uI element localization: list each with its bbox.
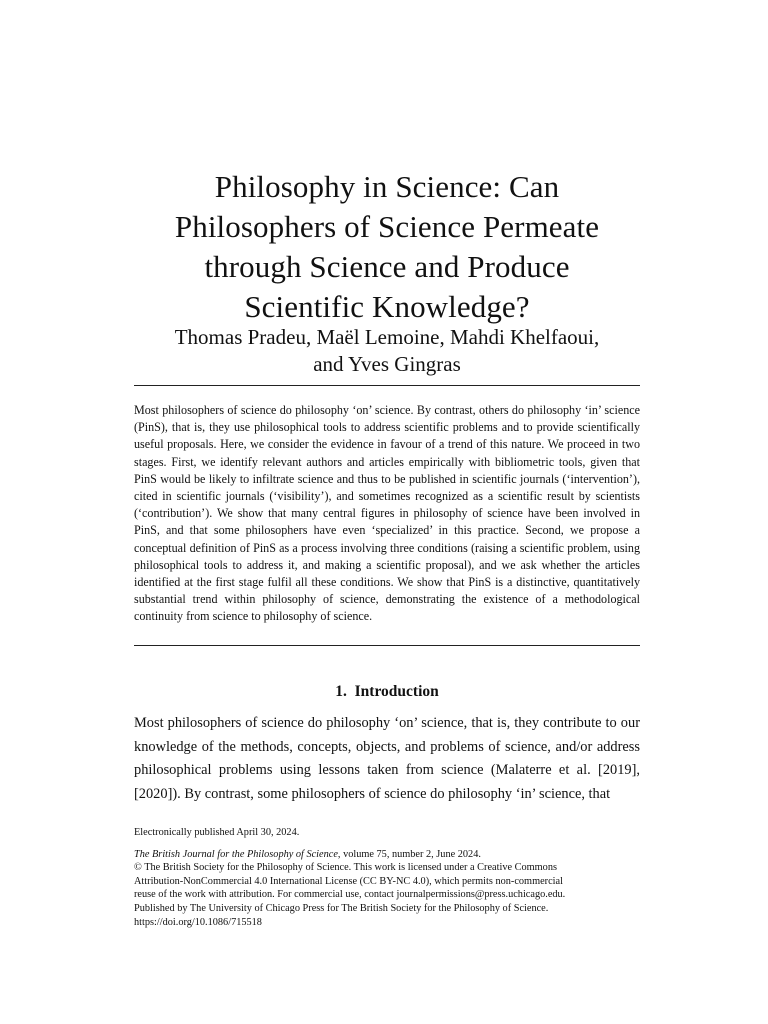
abstract: Most philosophers of science do philosophy ‘on’ science. By contrast, others do philosophy ‘in’ science (PinS), that is, they use philosophical tools to address scientific problems and to provide scientifically useful proposals. Here, we consider the evidence in favour of a trend of this nature. We proceed in two stages. First, we identify relevant authors and articles empirically with bibliometric tools, given that PinS would be likely to infiltrate science and thus to be published in scientific journals (‘intervention’), cited in scientific journals (‘visibility’), and sometimes recognized as a scientific result by scientists (‘contribution’). We show that many central figures in philosophy of science have been involved in PinS, and that some philosophers have even ‘specialized’ in this practice. Second, we propose a conceptual definition of PinS as a process involving three conditions (raising a scientific problem, using philosophical tools to address it, and making a scientific proposal), and we ask whether the articles identified at the first stage fulfil all these conditions. We show that PinS is a distinctive, quantitatively substantial trend within philosophy of science, demonstrating the existence of a methodological continuity from science to philosophy of science. (134, 403, 640, 624)
author-list (110, 324, 664, 378)
publisher-line: Published by The University of Chicago Press for The British Society for the Philosophy of Science. (134, 902, 549, 914)
journal-name: The British Journal for the Philosophy of Science (134, 848, 338, 860)
abstract-bottom-rule (134, 645, 640, 646)
abstract-top-rule (134, 385, 640, 386)
intro-paragraph: Most philosophers of science do philosophy ‘on’ science, that is, they contribute to our knowledge of the methods, concepts, objects, and problems of science, and/or address philosophical problems using lessons taken from science (Malaterre et al. [2019], [2020]). By contrast, some philosophers of science do philosophy ‘in’ science, that (134, 715, 640, 802)
license-line: © The British Society for the Philosophy of Science. This work is licensed under a Creative Commons (134, 862, 557, 874)
journal-citation (134, 848, 640, 862)
license-line: Attribution-NonCommercial 4.0 International License (CC BY-NC 4.0), which permits non-commercial (134, 875, 563, 887)
author-line: and Yves Gingras (313, 352, 461, 376)
title-line: Scientific Knowledge? (244, 289, 530, 324)
title-line: Philosophy in Science: Can (214, 169, 560, 204)
paper-title (120, 167, 654, 327)
author-line: Thomas Pradeu, Maël Lemoine, Mahdi Khelfaoui, (174, 325, 600, 349)
section-number: 1. (335, 683, 347, 700)
title-line: through Science and Produce (204, 249, 570, 284)
publication-footer (134, 826, 640, 929)
publication-date: Electronically published April 30, 2024. (134, 827, 300, 838)
license-line: reuse of the work with attribution. For commercial use, contact journalpermissions@press.uchicago.edu. (134, 889, 566, 901)
journal-details: , volume 75, number 2, June 2024. (337, 848, 481, 860)
section-title: Introduction (354, 683, 439, 700)
title-line: Philosophers of Science Permeate (174, 209, 600, 244)
section-heading (134, 683, 640, 701)
doi-link[interactable]: https://doi.org/10.1086/715518 (134, 916, 262, 928)
